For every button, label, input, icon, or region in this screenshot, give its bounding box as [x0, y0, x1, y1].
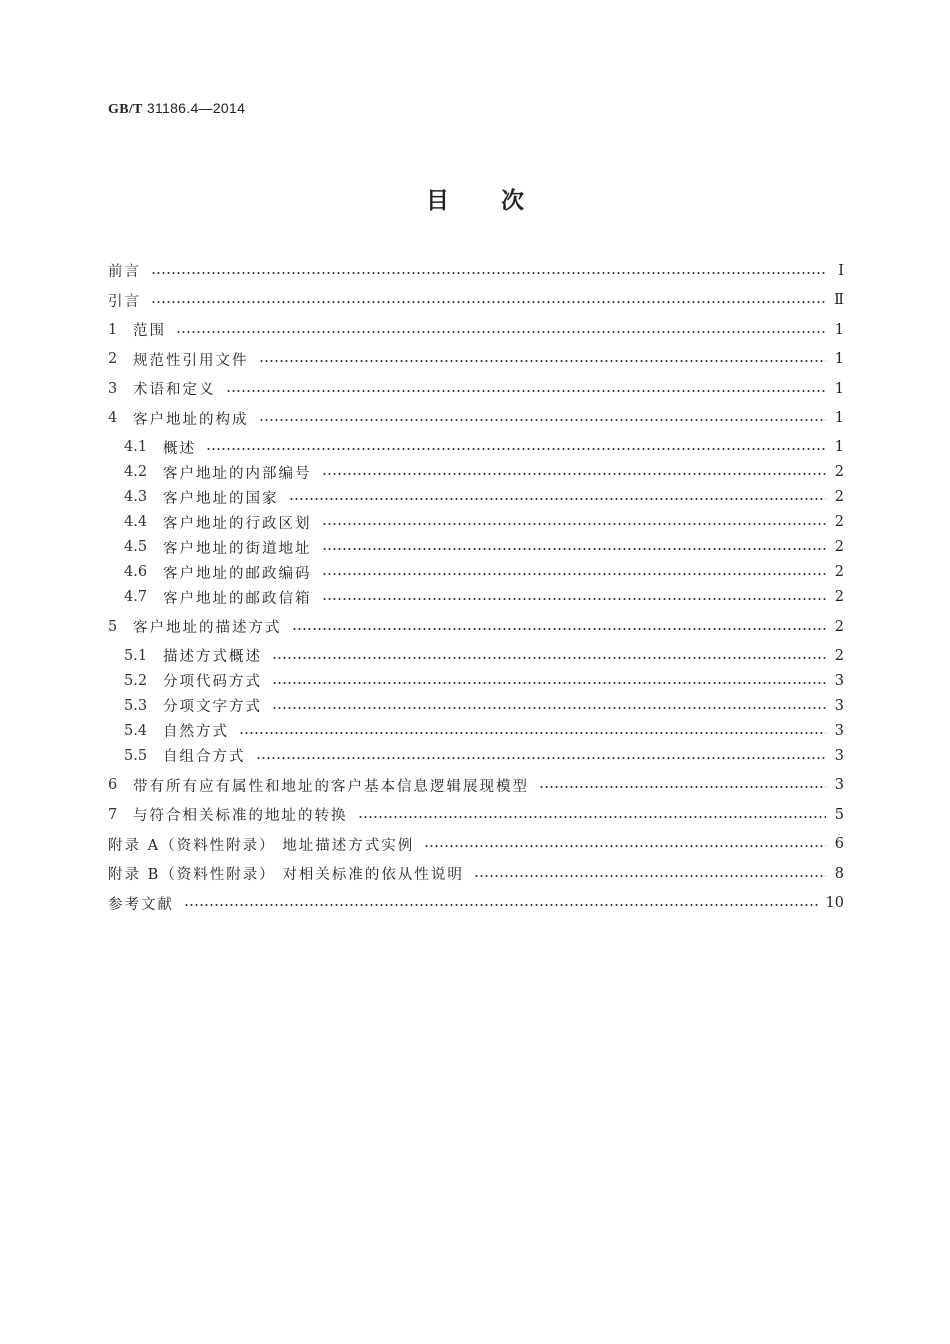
toc-label: 自组合方式: [163, 749, 246, 765]
toc-entry[interactable]: [108, 485, 844, 510]
toc-page-number: Ⅱ: [834, 292, 844, 308]
toc-page-number: 2: [834, 618, 844, 635]
toc-page-number: 1: [834, 410, 844, 426]
toc-page-number: 1: [834, 439, 844, 455]
toc-entry[interactable]: [108, 643, 844, 668]
toc-entry[interactable]: [108, 832, 844, 857]
toc-entry[interactable]: [108, 891, 844, 916]
dot-leader: [206, 447, 826, 451]
toc-page-number: 2: [834, 564, 844, 580]
dot-leader: [151, 271, 826, 275]
toc-number: 6: [108, 777, 118, 793]
toc-number: 4.3: [124, 489, 148, 505]
toc-page-number: 1: [834, 380, 844, 397]
dot-leader: [424, 844, 826, 848]
title-char: 目: [426, 188, 449, 214]
toc-entry[interactable]: [108, 347, 844, 372]
dot-leader: [539, 785, 826, 789]
toc-entry[interactable]: [108, 535, 844, 560]
toc-label: 客户地址的国家: [163, 490, 279, 507]
toc-number: 5.5: [124, 747, 148, 764]
toc-number: 4.1: [124, 439, 148, 455]
standard-code: 31186.4—2014: [146, 100, 246, 116]
toc-label: 引言: [108, 293, 141, 310]
toc-number: 4.4: [124, 514, 148, 530]
toc-label: 概述: [163, 440, 196, 457]
toc-page-number: 2: [834, 647, 844, 664]
toc-entry[interactable]: [108, 317, 844, 342]
toc-page-number: 3: [834, 697, 844, 714]
dot-leader: [226, 389, 827, 393]
toc-page-number: 3: [834, 672, 844, 689]
toc-page-number: 5: [834, 806, 844, 823]
toc-page-number: 3: [834, 747, 844, 764]
toc-entry[interactable]: [108, 460, 844, 485]
toc-label: 范围: [133, 323, 166, 339]
toc-entry[interactable]: [108, 693, 844, 718]
toc-label: 客户地址的构成: [133, 411, 249, 428]
toc-page-number: 2: [834, 489, 844, 505]
toc-entry[interactable]: [108, 435, 844, 460]
standard-number: [108, 100, 245, 118]
toc-label: 客户地址的邮政编码: [163, 565, 312, 582]
dot-leader: [184, 903, 818, 907]
page-title: [0, 182, 950, 215]
dot-leader: [272, 656, 826, 660]
toc-number: 5.3: [124, 697, 148, 714]
toc-entry[interactable]: [108, 406, 844, 431]
dot-leader: [272, 706, 826, 710]
dot-leader: [322, 472, 827, 476]
standard-prefix: GB/T: [108, 102, 143, 117]
toc-number: 4.2: [124, 464, 148, 480]
dot-leader: [358, 815, 827, 819]
toc-number: 2: [108, 351, 118, 367]
toc-entry[interactable]: [108, 614, 844, 639]
dot-leader: [292, 627, 827, 631]
dot-leader: [259, 359, 827, 363]
toc-label: 客户地址的街道地址: [163, 540, 312, 557]
toc-label: 规范性引用文件: [133, 352, 249, 369]
table-of-contents: [108, 258, 844, 916]
dot-leader: [322, 572, 827, 576]
toc-number: 7: [108, 806, 118, 823]
toc-entry[interactable]: [108, 376, 844, 401]
toc-label: 客户地址的行政区划: [163, 515, 312, 532]
toc-label: 分项代码方式: [163, 674, 262, 690]
toc-number: 5.1: [124, 647, 148, 664]
toc-number: 4: [108, 410, 118, 426]
toc-entry[interactable]: [108, 258, 844, 283]
toc-label: 术语和定义: [133, 382, 216, 398]
toc-label: 与符合相关标准的地址的转换: [133, 808, 348, 824]
dot-leader: [322, 547, 827, 551]
toc-page-number: 2: [834, 589, 844, 605]
toc-entry[interactable]: [108, 585, 844, 610]
toc-page-number: 2: [834, 464, 844, 480]
toc-number: 5.2: [124, 672, 148, 689]
toc-page-number: 10: [825, 895, 844, 911]
toc-label: 自然方式: [163, 724, 229, 740]
toc-entry[interactable]: [108, 510, 844, 535]
toc-page-number: 2: [834, 539, 844, 555]
dot-leader: [322, 522, 827, 526]
toc-entry[interactable]: [108, 802, 844, 827]
dot-leader: [239, 731, 826, 735]
toc-entry[interactable]: [108, 560, 844, 585]
toc-number: 3: [108, 380, 118, 397]
toc-label: 分项文字方式: [163, 699, 262, 715]
toc-number: 4.7: [124, 589, 148, 605]
toc-label: 附录 B（资料性附录） 对相关标准的依从性说明: [108, 867, 464, 883]
toc-page-number: 6: [834, 836, 844, 852]
toc-page-number: 1: [834, 321, 844, 338]
dot-leader: [176, 330, 826, 334]
dot-leader: [256, 756, 827, 760]
dot-leader: [474, 874, 826, 878]
toc-entry[interactable]: [108, 861, 844, 886]
toc-label: 客户地址的描述方式: [133, 620, 282, 636]
toc-number: 4.6: [124, 564, 148, 580]
toc-page-number: Ⅰ: [838, 262, 844, 279]
toc-entry[interactable]: [108, 718, 844, 743]
toc-page-number: 2: [834, 514, 844, 530]
dot-leader: [289, 497, 827, 501]
toc-label: 前言: [108, 264, 141, 280]
dot-leader: [151, 300, 826, 304]
toc-label: 客户地址的邮政信箱: [163, 590, 312, 607]
toc-number: 5.4: [124, 722, 148, 739]
title-char: 次: [501, 188, 524, 214]
toc-page-number: 1: [834, 351, 844, 367]
toc-number: 1: [108, 321, 118, 338]
toc-page-number: 3: [834, 777, 844, 793]
dot-leader: [272, 681, 826, 685]
toc-number: 4.5: [124, 539, 148, 555]
toc-number: 5: [108, 618, 118, 635]
dot-leader: [259, 418, 827, 422]
toc-entry[interactable]: [108, 773, 844, 798]
toc-page-number: 8: [834, 865, 844, 882]
toc-entry[interactable]: [108, 288, 844, 313]
toc-entry[interactable]: [108, 743, 844, 768]
toc-page-number: 3: [834, 722, 844, 739]
toc-label: 客户地址的内部编号: [163, 465, 312, 482]
toc-label: 描述方式概述: [163, 649, 262, 665]
dot-leader: [322, 597, 827, 601]
toc-label: 带有所有应有属性和地址的客户基本信息逻辑展现模型: [133, 778, 529, 795]
toc-label: 参考文献: [108, 896, 174, 913]
toc-label: 附录 A（资料性附录） 地址描述方式实例: [108, 837, 415, 854]
toc-entry[interactable]: [108, 668, 844, 693]
